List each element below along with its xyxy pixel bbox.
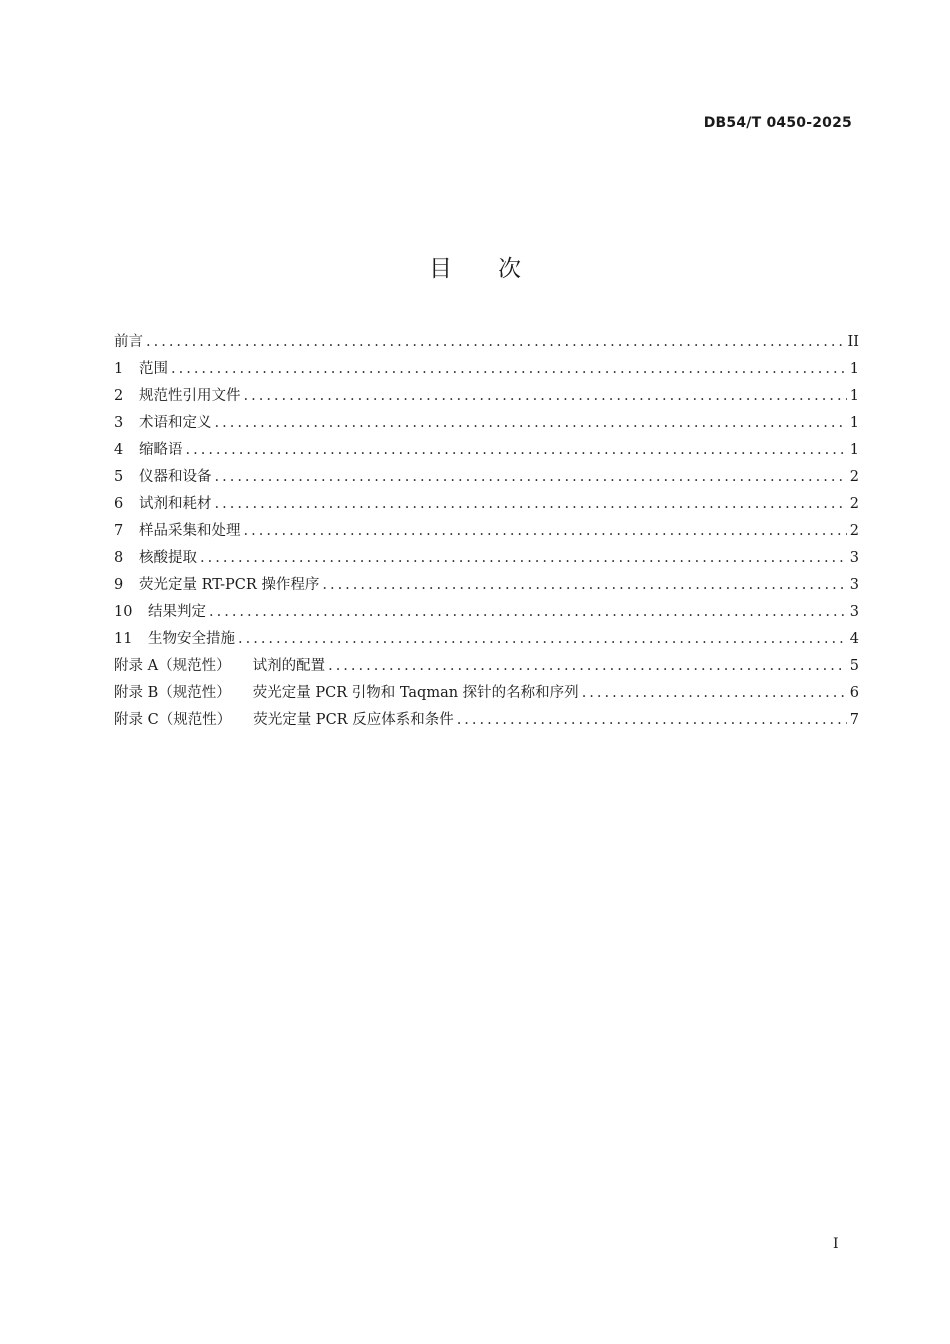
toc-entry-page: 6 <box>849 685 859 701</box>
toc-entry-2[interactable] <box>114 386 859 413</box>
toc-entry-page: II <box>847 334 859 350</box>
toc-entry-page: 1 <box>849 361 859 377</box>
toc-entry-annex-b[interactable] <box>114 683 859 710</box>
toc-entry-foreword[interactable] <box>114 332 859 359</box>
toc-leader-dots <box>244 386 847 406</box>
toc-entry-page: 2 <box>849 496 859 512</box>
toc-entry-4[interactable] <box>114 440 859 467</box>
toc-entry-number: 2 <box>114 388 124 404</box>
toc-entry-label: 范围 <box>139 361 168 377</box>
toc-title: 目次 <box>429 256 567 282</box>
toc-entry-label: 规范性引用文件 <box>139 388 241 404</box>
toc-entry-label: 荧光定量 PCR 引物和 Taqman 探针的名称和序列 <box>252 685 579 701</box>
toc-entry-1[interactable] <box>114 359 859 386</box>
toc-entry-number: 10 <box>114 604 133 620</box>
toc-entry-page: 2 <box>849 469 859 485</box>
toc-entry-annex-c[interactable] <box>114 710 859 737</box>
toc-entry-9[interactable] <box>114 575 859 602</box>
toc-entry-page: 1 <box>849 442 859 458</box>
toc-entry-11[interactable] <box>114 629 859 656</box>
toc-entry-page: 1 <box>849 415 859 431</box>
toc-annex-tag: 附录 C（规范性） <box>114 712 232 728</box>
toc-entry-label: 结果判定 <box>148 604 206 620</box>
toc-entry-label: 核酸提取 <box>139 550 197 566</box>
toc-leader-dots <box>209 602 847 622</box>
toc-entry-label: 荧光定量 RT-PCR 操作程序 <box>139 577 320 593</box>
toc-entry-3[interactable] <box>114 413 859 440</box>
toc-entry-number: 8 <box>114 550 124 566</box>
toc-annex-tag: 附录 B（规范性） <box>114 685 231 701</box>
toc-leader-dots <box>582 683 847 703</box>
toc-entry-5[interactable] <box>114 467 859 494</box>
toc-entry-number: 6 <box>114 496 124 512</box>
toc-leader-dots <box>244 521 847 541</box>
toc-entry-number: 3 <box>114 415 124 431</box>
toc-entry-label: 试剂的配置 <box>252 658 326 674</box>
toc-entry-annex-a[interactable] <box>114 656 859 683</box>
toc-leader-dots <box>238 629 847 649</box>
toc-leader-dots <box>215 467 847 487</box>
page-number: I <box>833 1236 839 1252</box>
toc-entry-number: 9 <box>114 577 124 593</box>
toc-entry-7[interactable] <box>114 521 859 548</box>
toc-entry-page: 3 <box>849 577 859 593</box>
toc-leader-dots <box>146 332 845 352</box>
document-code: DB54/T 0450-2025 <box>703 115 852 131</box>
toc-entry-page: 7 <box>849 712 859 728</box>
toc-entry-label: 术语和定义 <box>139 415 212 431</box>
toc-leader-dots <box>200 548 847 568</box>
toc-leader-dots <box>328 656 847 676</box>
toc-entry-label: 仪器和设备 <box>139 469 212 485</box>
toc-entry-number: 4 <box>114 442 124 458</box>
toc-entry-number: 11 <box>114 631 133 647</box>
toc-entry-page: 5 <box>849 658 859 674</box>
toc-entry-page: 2 <box>849 523 859 539</box>
toc-entry-label: 生物安全措施 <box>148 631 235 647</box>
toc-annex-tag: 附录 A（规范性） <box>114 658 231 674</box>
toc-entry-number: 5 <box>114 469 124 485</box>
toc-entry-8[interactable] <box>114 548 859 575</box>
toc-leader-dots <box>457 710 847 730</box>
toc-entry-page: 3 <box>849 604 859 620</box>
toc-entry-number: 7 <box>114 523 124 539</box>
toc-entry-label: 样品采集和处理 <box>139 523 241 539</box>
toc-entry-label: 试剂和耗材 <box>139 496 212 512</box>
toc-leader-dots <box>322 575 846 595</box>
toc-entry-page: 3 <box>849 550 859 566</box>
toc-leader-dots <box>215 494 847 514</box>
toc-leader-dots <box>186 440 847 460</box>
toc-entry-page: 1 <box>849 388 859 404</box>
toc-entry-10[interactable] <box>114 602 859 629</box>
toc-leader-dots <box>215 413 847 433</box>
toc-leader-dots <box>171 359 847 379</box>
toc-entry-6[interactable] <box>114 494 859 521</box>
table-of-contents <box>114 332 859 737</box>
toc-entry-label: 荧光定量 PCR 反应体系和条件 <box>253 712 454 728</box>
toc-entry-label: 前言 <box>114 334 143 350</box>
toc-entry-number: 1 <box>114 361 124 377</box>
toc-entry-label: 缩略语 <box>139 442 183 458</box>
toc-entry-page: 4 <box>849 631 859 647</box>
